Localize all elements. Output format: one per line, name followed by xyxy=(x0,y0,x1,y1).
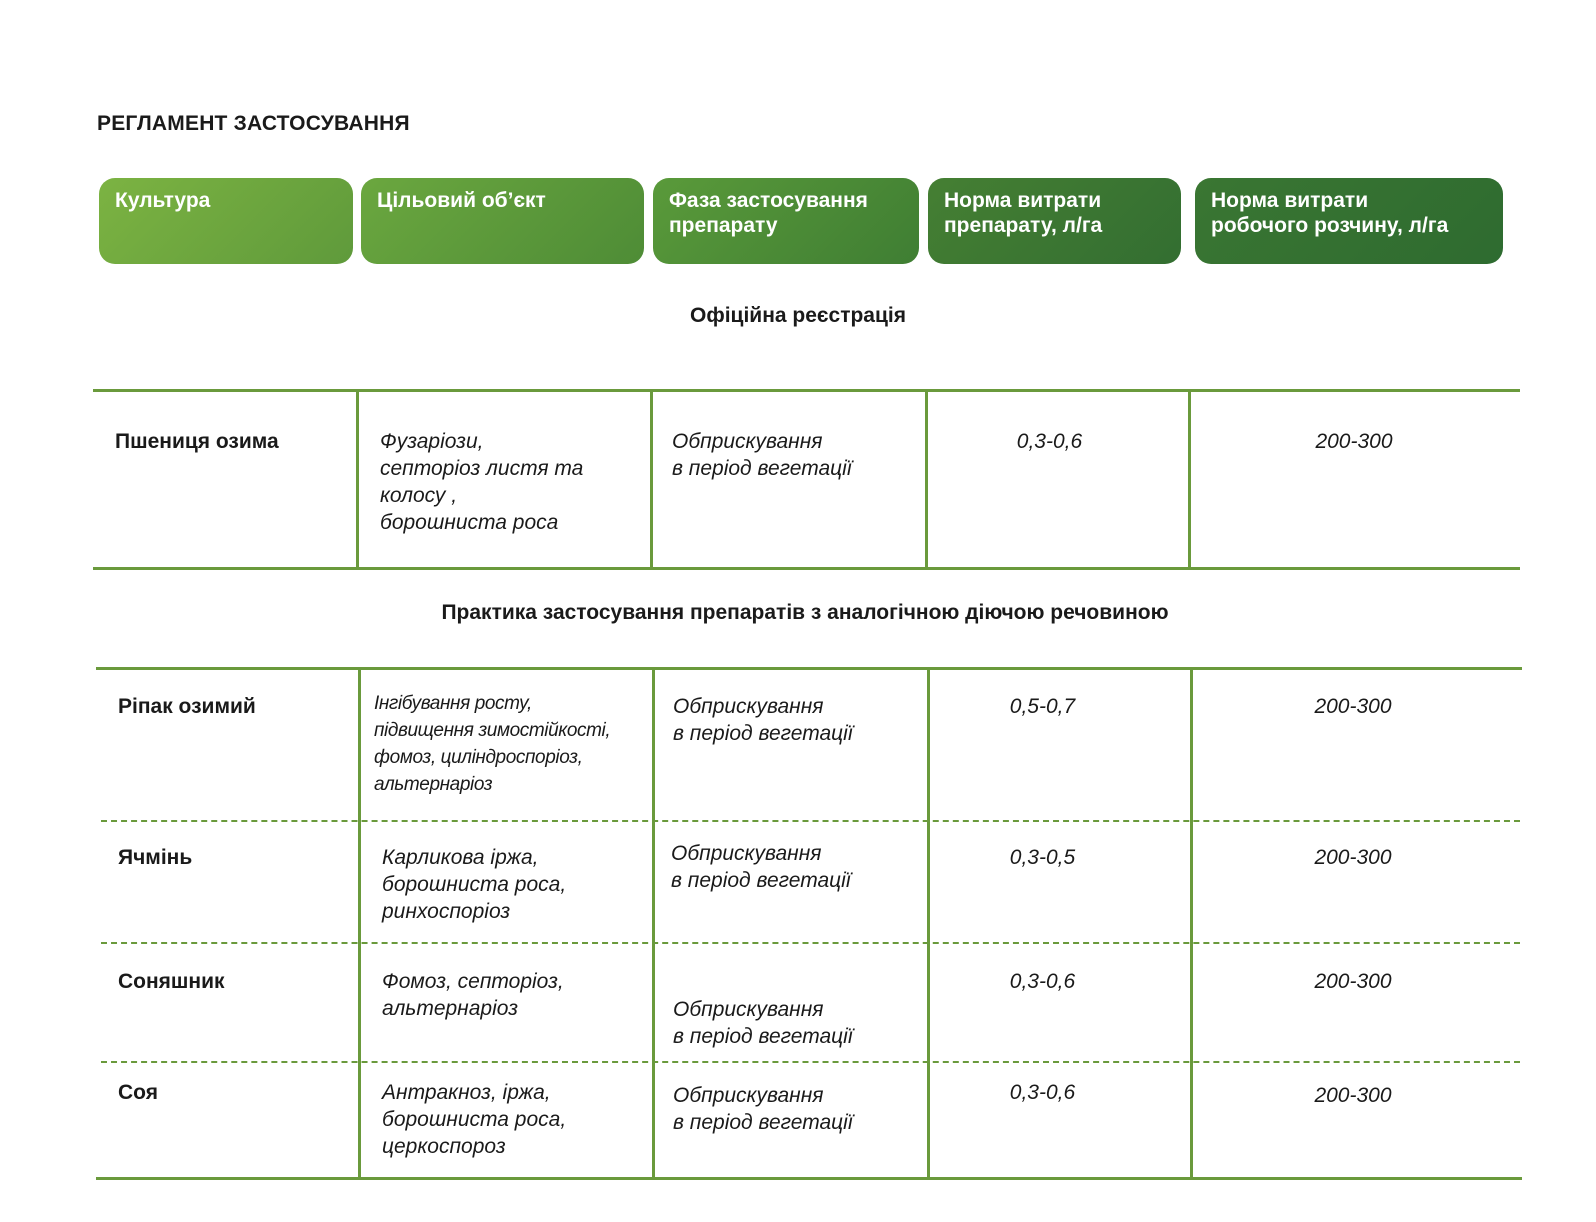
column-divider xyxy=(356,389,359,570)
column-divider xyxy=(358,667,361,1180)
section-title-official: Офіційна реєстрація xyxy=(690,304,906,327)
crop-name: Ячмінь xyxy=(118,846,193,869)
table-border-top xyxy=(96,667,1522,670)
header-target-object: Цільовий об’єкт xyxy=(361,178,644,264)
table-border-bottom xyxy=(93,567,1520,570)
application-phase: Обприскування в період вегетації xyxy=(673,1084,853,1134)
table-border-top xyxy=(93,389,1520,392)
column-divider xyxy=(650,389,653,570)
column-divider xyxy=(652,667,655,1180)
solution-rate: 200-300 xyxy=(1314,846,1392,869)
row-divider xyxy=(101,820,1520,822)
target-object: Карликова іржа, борошниста роса, ринхоспоріоз xyxy=(382,846,567,923)
crop-name: Пшениця озима xyxy=(115,430,279,453)
row-divider xyxy=(101,942,1520,944)
header-culture: Культура xyxy=(99,178,353,264)
target-object: Інгібування росту, підвищення зимостійкості, фомоз, циліндроспоріоз, альтернаріоз xyxy=(374,693,611,795)
section-title-practice: Практика застосування препаратів з аналогічною діючою речовиною xyxy=(441,601,1169,624)
application-phase: Обприскування в період вегетації xyxy=(673,998,853,1048)
crop-name: Ріпак озимий xyxy=(118,695,256,718)
product-rate: 0,3-0,5 xyxy=(1009,846,1076,869)
header-product-rate: Норма витрати препарату, л/га xyxy=(928,178,1181,264)
column-divider xyxy=(925,389,928,570)
application-phase: Обприскування в період вегетації xyxy=(673,695,853,745)
header-solution-rate: Норма витрати робочого розчину, л/га xyxy=(1195,178,1503,264)
target-object: Фузаріози, септоріоз листя та колосу , борошниста роса xyxy=(380,430,584,534)
header-application-phase: Фаза застосування препарату xyxy=(653,178,919,264)
column-divider xyxy=(1188,389,1191,570)
table-border-bottom xyxy=(96,1177,1522,1180)
target-object: Антракноз, іржа, борошниста роса, церкоспороз xyxy=(382,1081,567,1158)
solution-rate: 200-300 xyxy=(1315,430,1393,453)
product-rate: 0,3-0,6 xyxy=(1016,430,1083,453)
solution-rate: 200-300 xyxy=(1314,970,1392,993)
product-rate: 0,3-0,6 xyxy=(1009,1081,1076,1104)
product-rate: 0,5-0,7 xyxy=(1009,695,1076,718)
crop-name: Соя xyxy=(118,1081,158,1104)
application-phase: Обприскування в період вегетації xyxy=(671,842,851,892)
product-rate: 0,3-0,6 xyxy=(1009,970,1076,993)
crop-name: Соняшник xyxy=(118,970,225,993)
target-object: Фомоз, септоріоз, альтернаріоз xyxy=(382,970,564,1020)
application-phase: Обприскування в період вегетації xyxy=(672,430,852,480)
row-divider xyxy=(101,1061,1520,1063)
solution-rate: 200-300 xyxy=(1314,1084,1392,1107)
solution-rate: 200-300 xyxy=(1314,695,1392,718)
page-title: РЕГЛАМЕНТ ЗАСТОСУВАННЯ xyxy=(97,112,410,135)
